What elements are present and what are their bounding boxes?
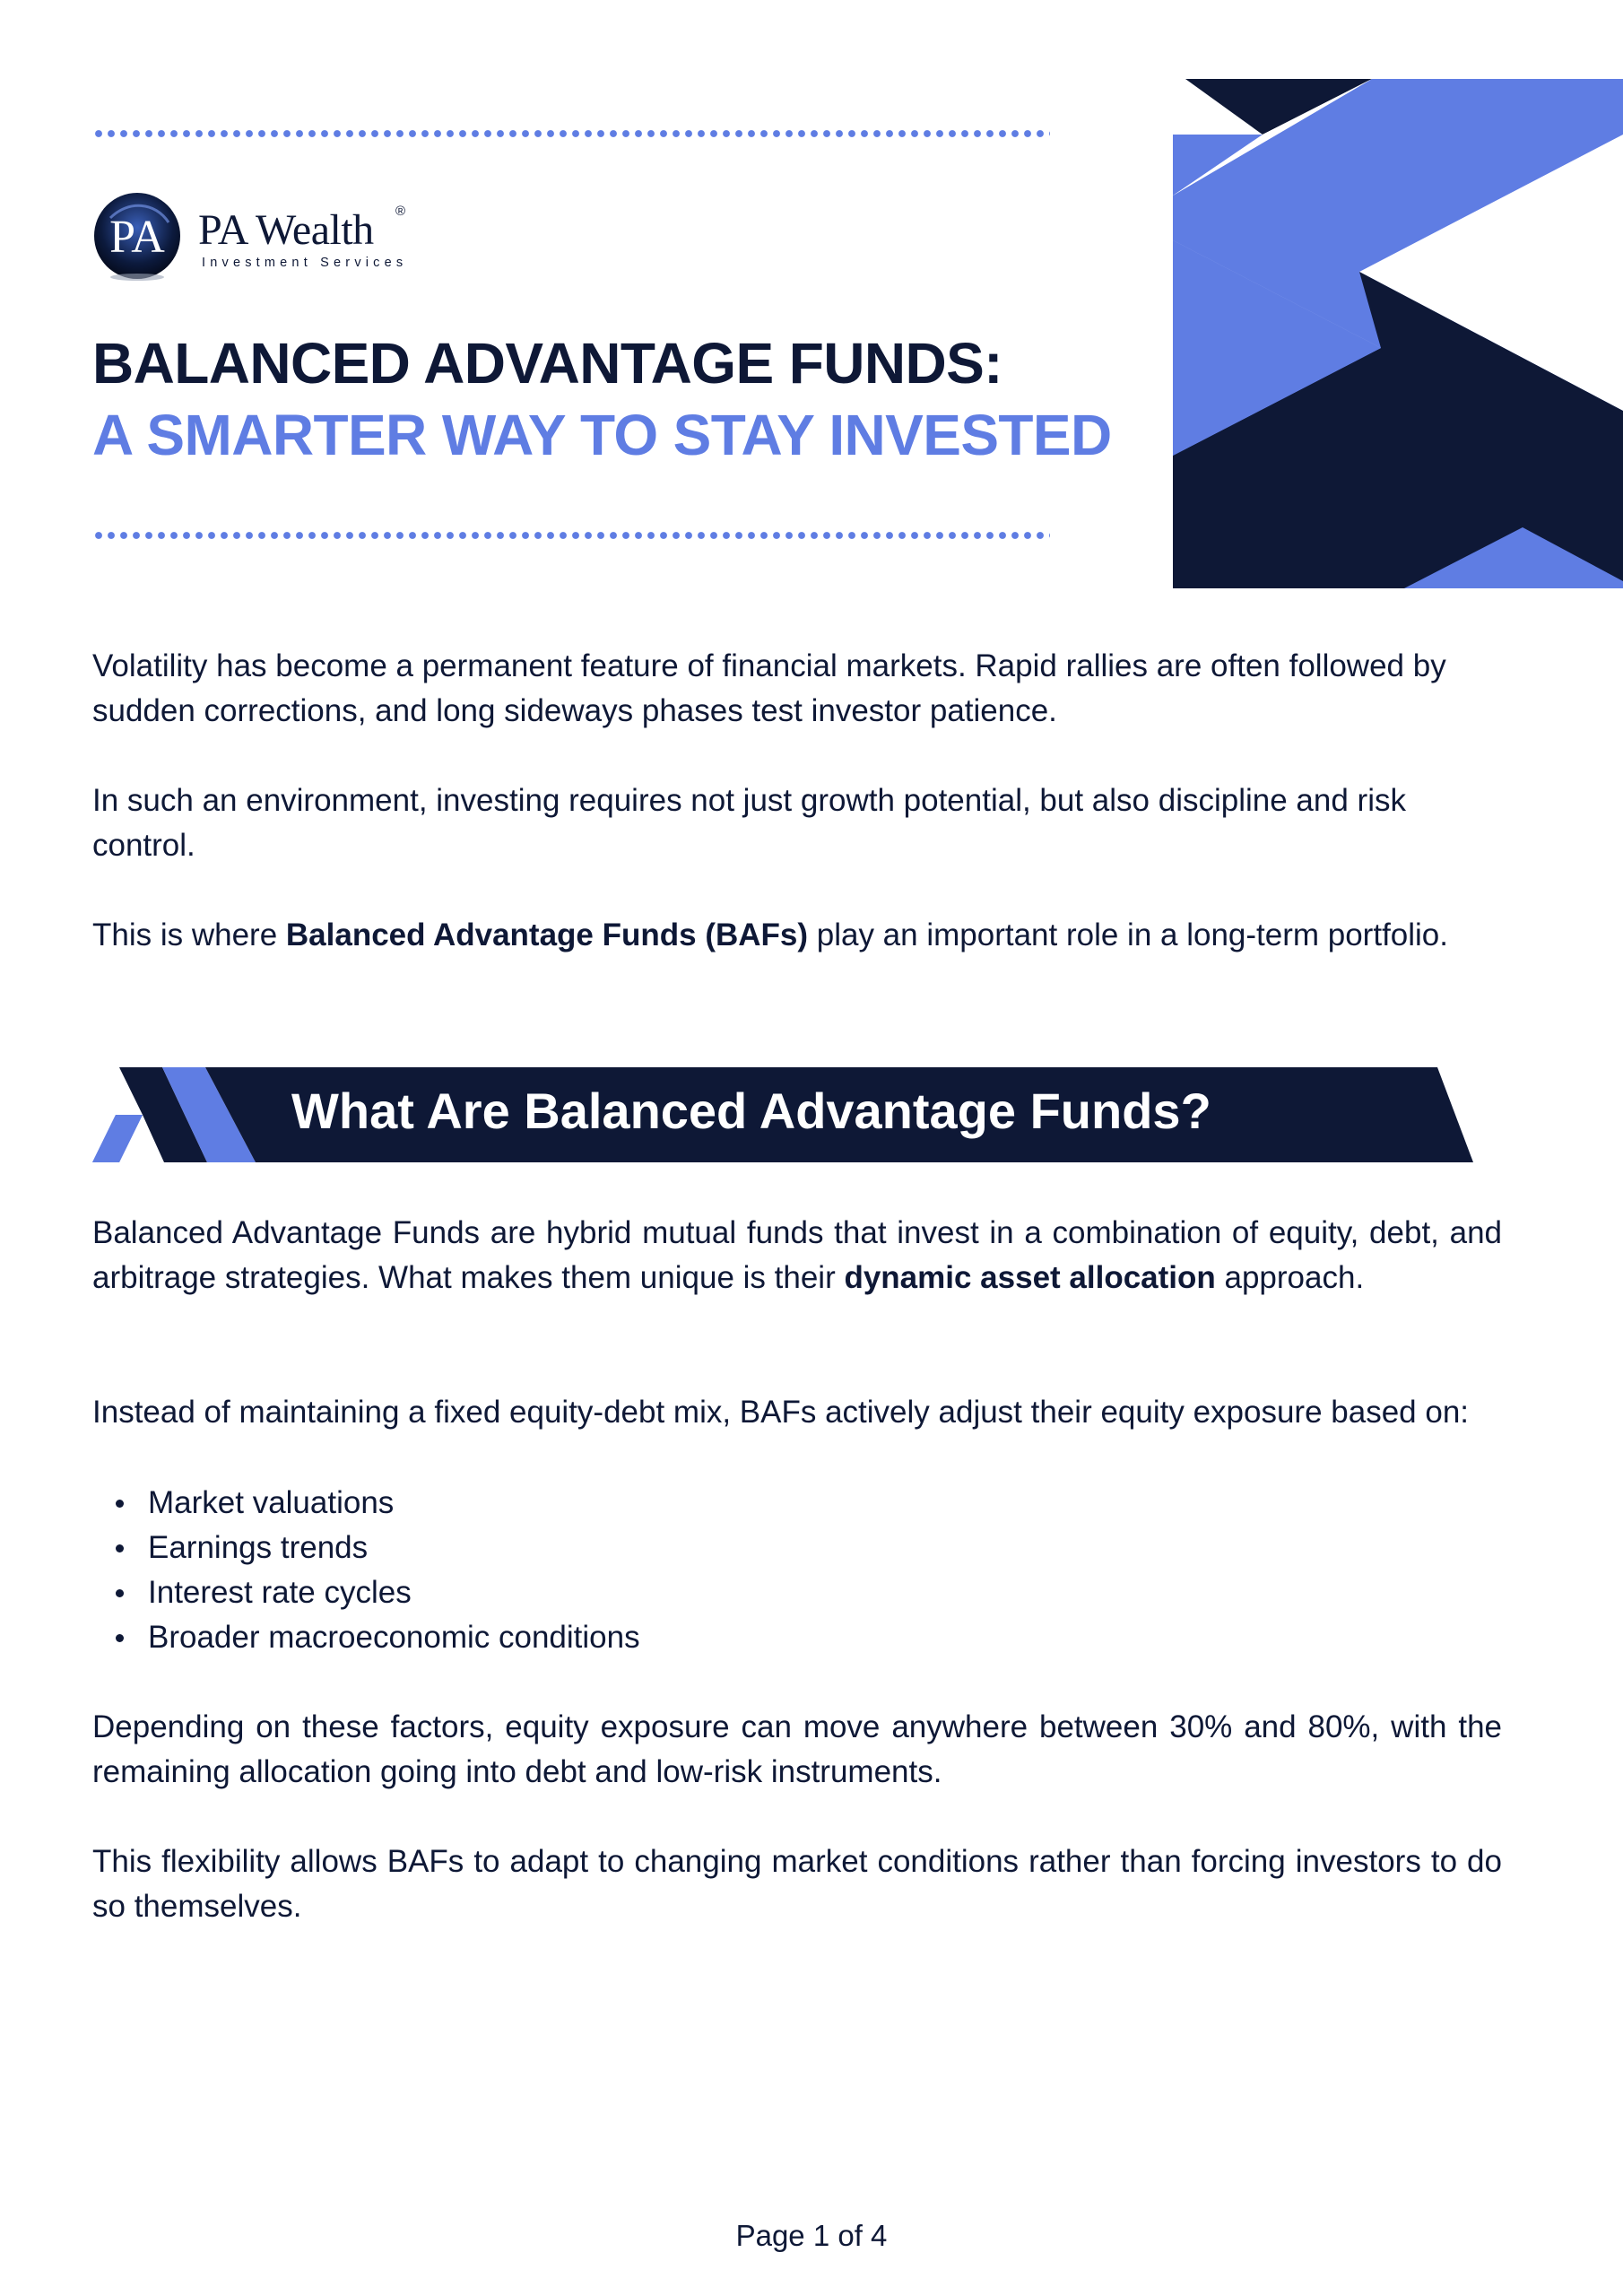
section-paragraph-1: Balanced Advantage Funds are hybrid mutual funds that invest in a combination of equity, debt, and arbitrage strategies. What makes them unique is their dynamic asset allocation approach.	[92, 1215, 1502, 1295]
list-item: Earnings trends	[92, 1526, 640, 1570]
list-item: Broader macroeconomic conditions	[92, 1615, 640, 1660]
page-number: Page 1 of 4	[735, 2219, 888, 2252]
intro-paragraph-3: This is where Balanced Advantage Funds (BAFs) play an important role in a long-term portfolio.	[92, 918, 1448, 952]
section-heading: What Are Balanced Advantage Funds?	[291, 1083, 1211, 1139]
dotted-divider-top	[92, 129, 1050, 138]
list-item: Market valuations	[92, 1481, 640, 1526]
registered-mark: ®	[395, 204, 406, 219]
intro-paragraph-1: Volatility has become a permanent feature of financial markets. Rapid rallies are often followed by sudden corrections, and long sideways phases test investor patience.	[92, 648, 1446, 728]
section-heading-banner	[92, 1067, 1473, 1162]
factor-bullet-list	[92, 1481, 640, 1660]
decorative-stripes-graphic	[1173, 79, 1623, 588]
logo-badge-icon	[92, 191, 182, 281]
page-title-line1: BALANCED ADVANTAGE FUNDS:	[92, 331, 1002, 396]
baf-bold-term: Balanced Advantage Funds (BAFs)	[285, 918, 809, 952]
brand-name: PA Wealth	[198, 206, 374, 254]
section-paragraph-2: Instead of maintaining a fixed equity-debt mix, BAFs actively adjust their equity exposure based on:	[92, 1395, 1470, 1430]
dynamic-allocation-bold-term: dynamic asset allocation	[844, 1260, 1216, 1295]
logo-monogram: PA	[109, 212, 165, 263]
page-title-line2: A SMARTER WAY TO STAY INVESTED	[92, 403, 1112, 467]
section-paragraph-3: Depending on these factors, equity exposure can move anywhere between 30% and 80%, with the remaining allocation going into debt and low-risk instruments.	[92, 1709, 1502, 1789]
intro-paragraph-2: In such an environment, investing requires not just growth potential, but also discipline and risk control.	[92, 783, 1406, 863]
dotted-divider-bottom	[92, 531, 1050, 540]
list-item: Interest rate cycles	[92, 1570, 640, 1615]
brand-tagline: Investment Services	[202, 256, 408, 270]
section-paragraph-4: This flexibility allows BAFs to adapt to changing market conditions rather than forcing investors to do so themselves.	[92, 1844, 1502, 1924]
brand-logo	[92, 191, 451, 290]
